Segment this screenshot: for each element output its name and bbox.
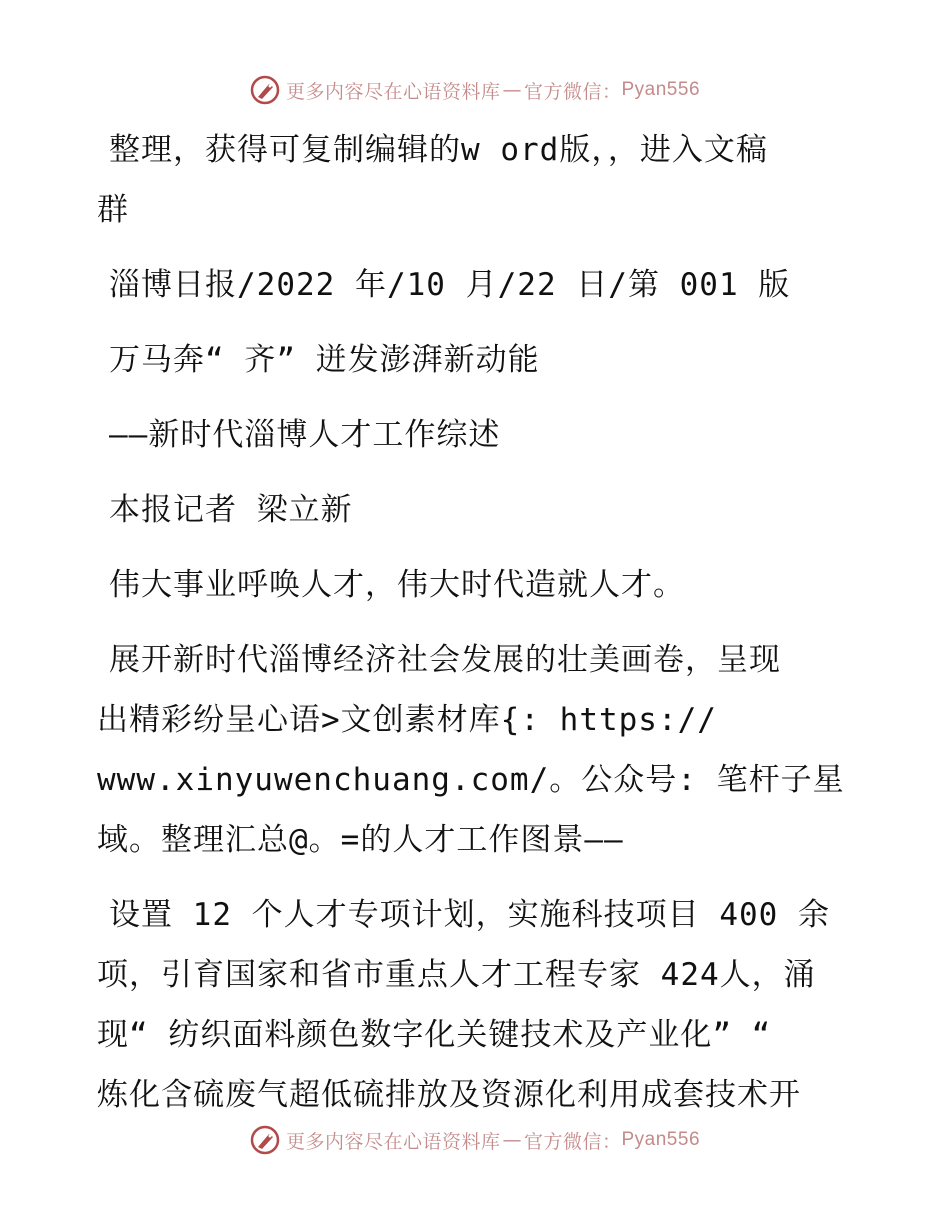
watermark-wechat-label: 官方微信： <box>523 80 622 103</box>
text-line: 项，引育国家和省市重点人才工程专家 424人，涌 <box>97 957 816 993</box>
text-line: 域。整理汇总@。=的人才工作图景—— <box>97 822 624 858</box>
paragraph-lead <box>97 555 867 615</box>
paragraph-achievements <box>97 885 867 1125</box>
watermark-separator: — <box>502 79 522 101</box>
text-line: 现“ 纺织面料颜色数字化关键技术及产业化” “ <box>97 1017 772 1053</box>
document-body <box>97 120 867 1140</box>
watermark-wechat-value: Pyan556 <box>621 79 701 100</box>
text-line: 整理，获得可复制编辑的w ord版，，进入文稿 <box>109 132 768 168</box>
paragraph-overview <box>97 630 867 870</box>
article-title <box>97 330 867 390</box>
text-line: 展开新时代淄博经济社会发展的壮美画卷，呈现 <box>109 642 781 678</box>
watermark-site-text: 更多内容尽在心语资料库 <box>285 1130 501 1153</box>
text-line: 群 <box>97 192 129 228</box>
text-line: 伟大事业呼唤人才，伟大时代造就人才。 <box>109 567 685 603</box>
footer-watermark <box>0 1120 950 1160</box>
text-line: 设置 12 个人才专项计划，实施科技项目 400 余 <box>109 897 830 933</box>
text-line: 淄博日报/2022 年/10 月/22 日/第 001 版 <box>109 267 791 303</box>
text-line: 出精彩纷呈心语>文创素材库{: https:// <box>97 702 717 738</box>
text-line: 万马奔“ 齐” 迸发澎湃新动能 <box>109 342 540 378</box>
watermark-site-text: 更多内容尽在心语资料库 <box>285 80 501 103</box>
pen-nib-logo-icon <box>250 75 280 105</box>
paragraph-intro-note <box>97 120 867 240</box>
watermark-wechat-label: 官方微信： <box>523 1130 622 1153</box>
text-line: www.xinyuwenchuang.com/。公众号: 笔杆子星 <box>97 762 845 798</box>
article-subtitle <box>97 405 867 465</box>
watermark-separator: — <box>502 1129 522 1151</box>
pen-nib-logo-icon <box>250 1125 280 1155</box>
article-byline <box>97 480 867 540</box>
text-line: ——新时代淄博人才工作综述 <box>109 417 501 453</box>
watermark-wechat-value: Pyan556 <box>621 1129 701 1150</box>
text-line: 本报记者 梁立新 <box>109 492 353 528</box>
header-watermark <box>0 70 950 110</box>
paragraph-source-line <box>97 255 867 315</box>
text-line: 炼化含硫废气超低硫排放及资源化利用成套技术开 <box>97 1077 801 1113</box>
